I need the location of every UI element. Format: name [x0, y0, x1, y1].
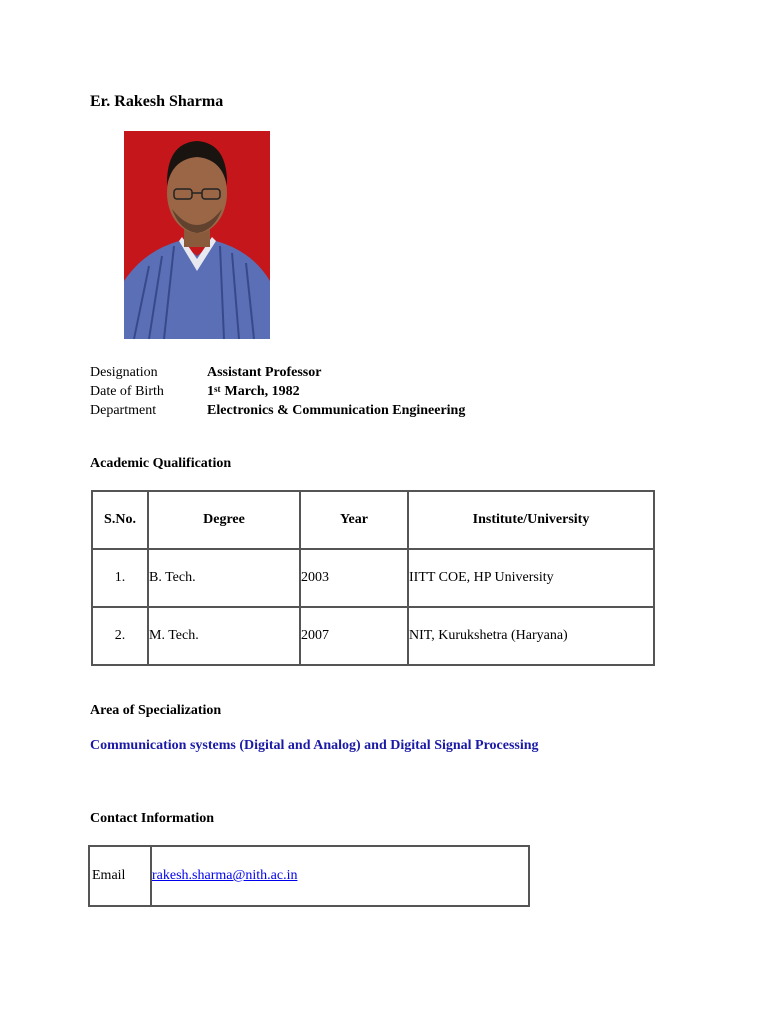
col-year: Year [300, 491, 408, 549]
cell-institute: NIT, Kurukshetra (Haryana) [408, 607, 654, 665]
col-sno: S.No. [92, 491, 148, 549]
table-row [89, 846, 529, 906]
dob-row [90, 382, 465, 401]
email-label: Email [89, 846, 151, 906]
table-row [92, 607, 654, 665]
specialization-text: Communication systems (Digital and Analog) and Digital Signal Processing [90, 738, 539, 753]
designation-row [90, 363, 465, 382]
department-row [90, 401, 465, 420]
dob-day: 1 [207, 384, 214, 399]
contact-heading: Contact Information [90, 811, 215, 826]
designation-value: Assistant Professor [207, 365, 322, 380]
col-institute: Institute/University [408, 491, 654, 549]
cell-year: 2003 [300, 549, 408, 607]
cell-sno: 2. [92, 607, 148, 665]
profile-details [90, 363, 465, 420]
department-label: Department [90, 403, 157, 418]
specialization-heading: Area of Specialization [90, 703, 222, 718]
cell-degree: M. Tech. [148, 607, 300, 665]
table-header-row [92, 491, 654, 549]
academic-heading: Academic Qualification [90, 456, 232, 471]
email-link[interactable]: rakesh.sharma@nith.ac.in [152, 868, 298, 883]
dob-label: Date of Birth [90, 384, 164, 399]
dob-value [207, 382, 300, 401]
department-value: Electronics & Communication Engineering [207, 403, 466, 418]
profile-name: Er. Rakesh Sharma [90, 93, 224, 110]
contact-table [88, 845, 530, 907]
dob-day-suffix: st [214, 384, 221, 394]
email-cell [151, 846, 529, 906]
col-degree: Degree [148, 491, 300, 549]
table-row [92, 549, 654, 607]
cell-sno: 1. [92, 549, 148, 607]
cell-institute: IITT COE, HP University [408, 549, 654, 607]
qualification-table [91, 490, 655, 666]
profile-photo [124, 131, 270, 339]
cell-year: 2007 [300, 607, 408, 665]
designation-label: Designation [90, 365, 158, 380]
cell-degree: B. Tech. [148, 549, 300, 607]
dob-rest: March, 1982 [224, 384, 300, 399]
